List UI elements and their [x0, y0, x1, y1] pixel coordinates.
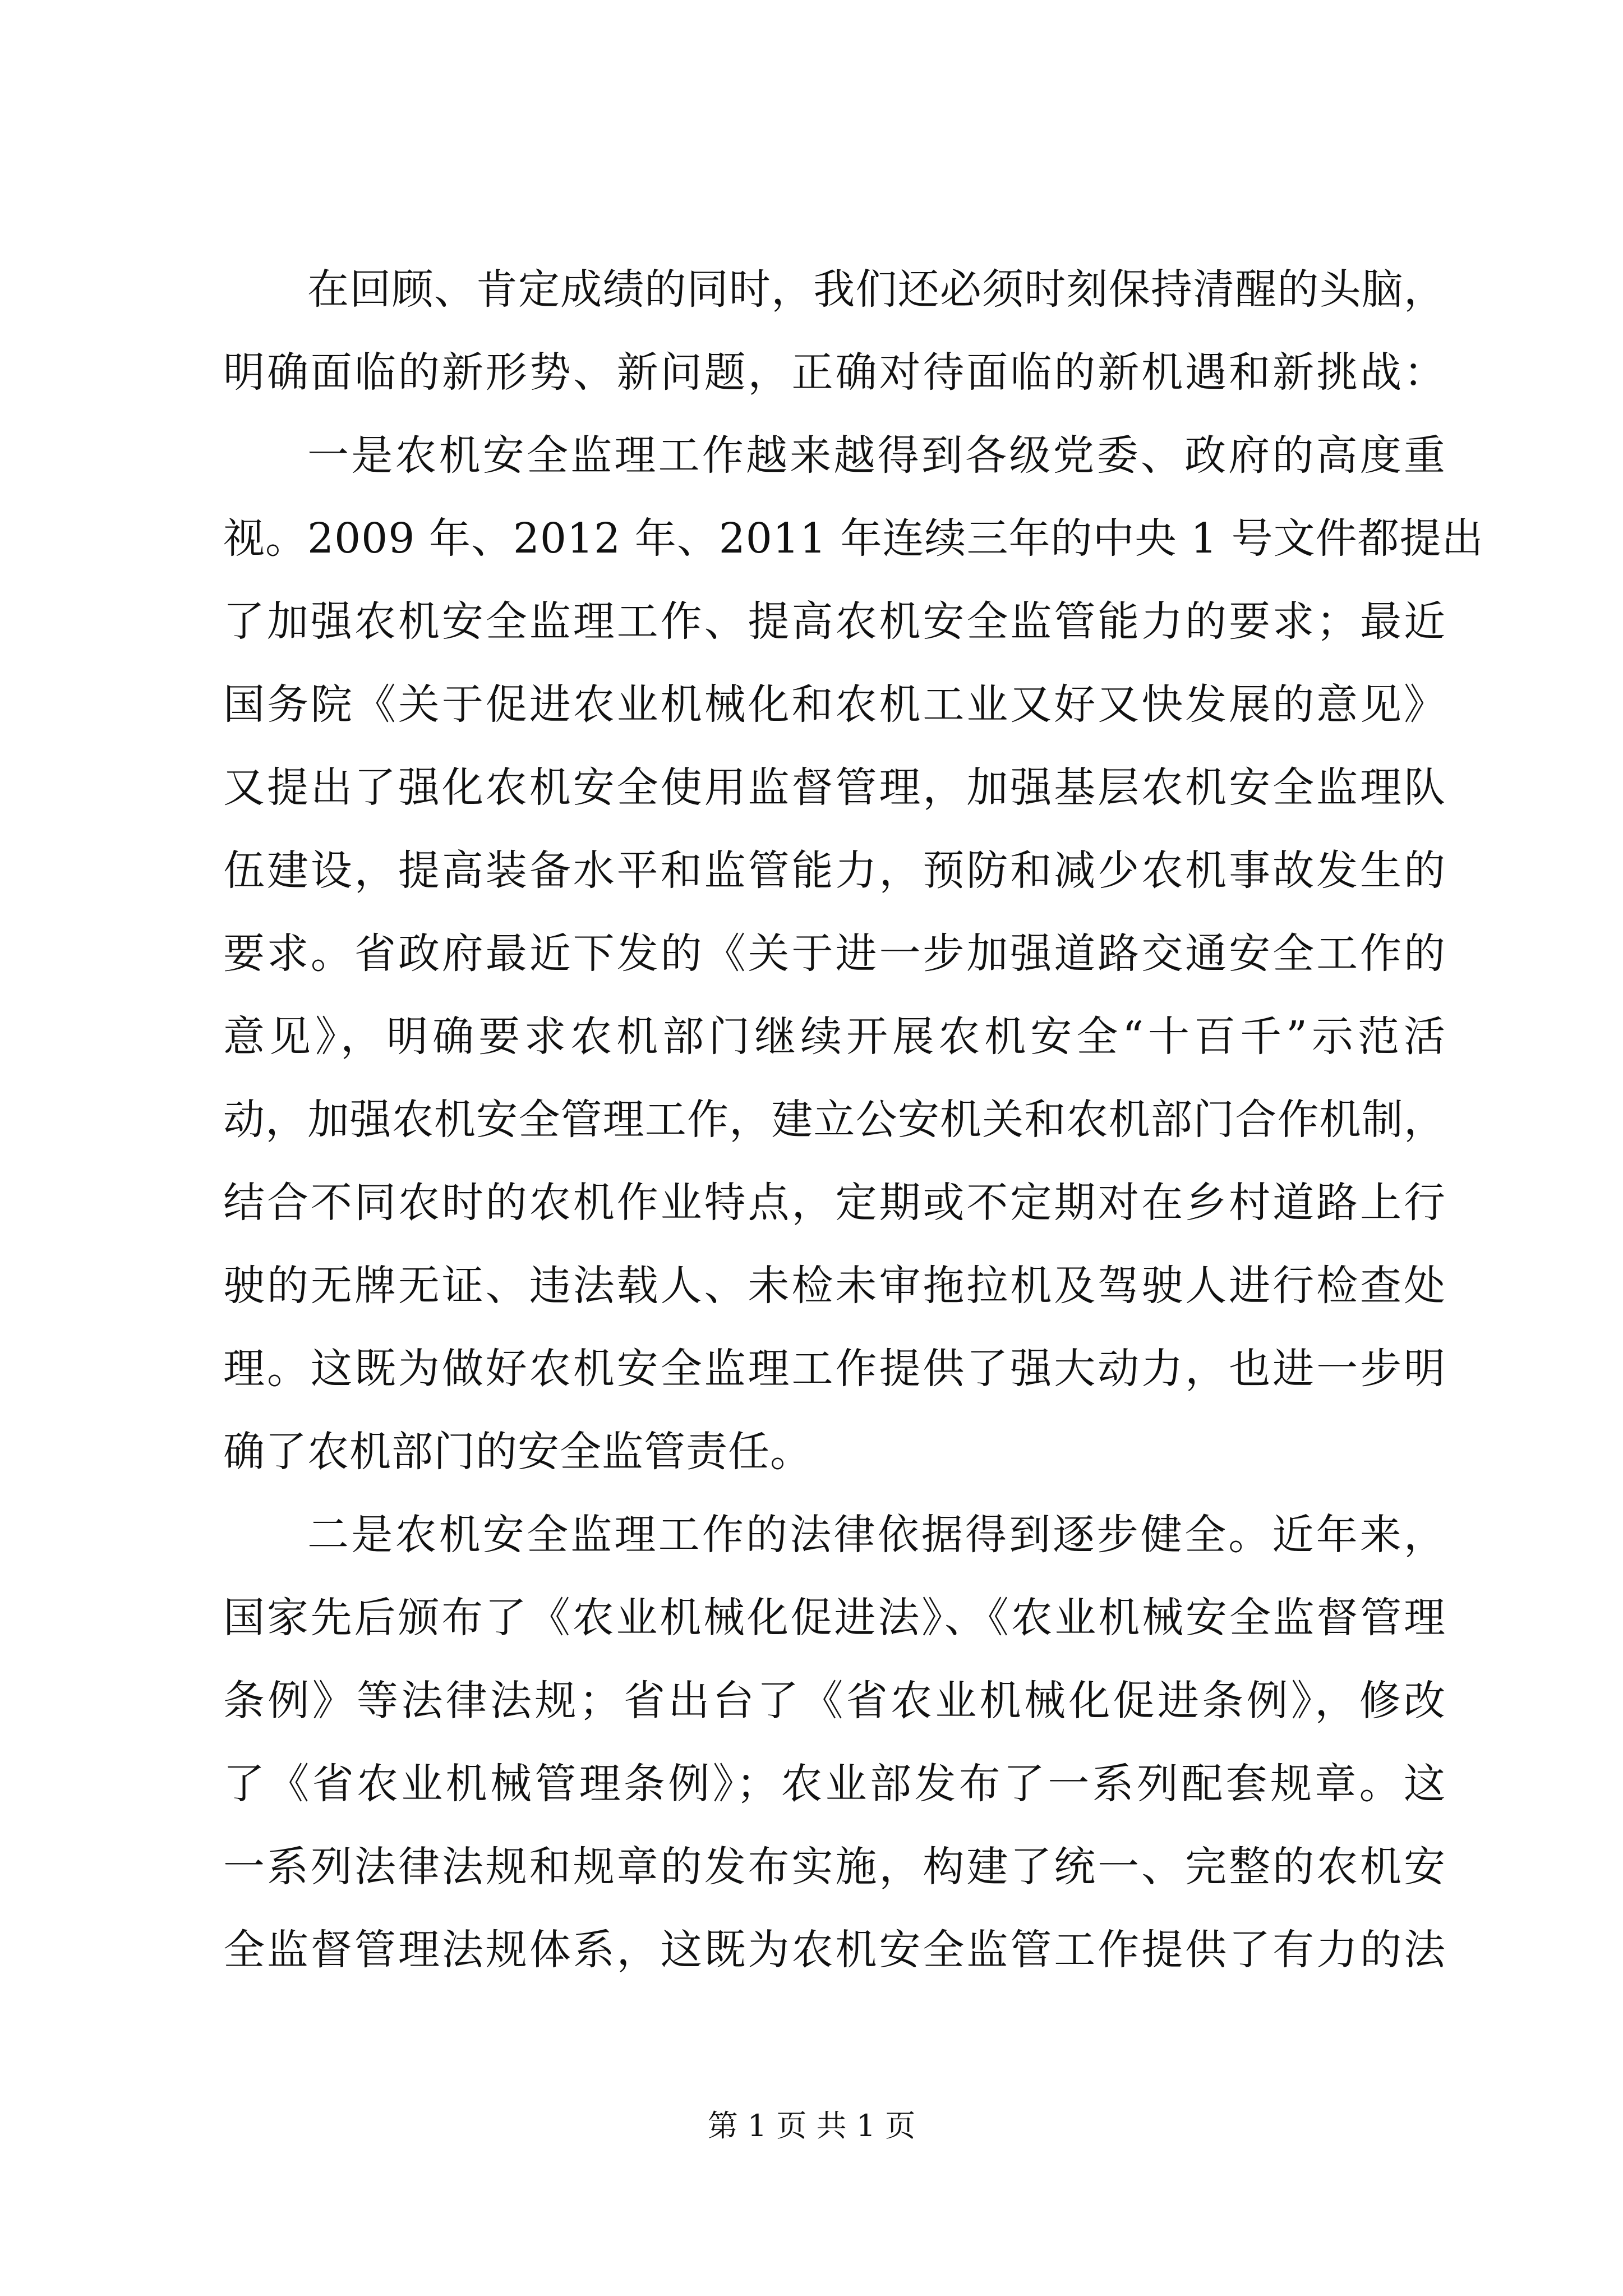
text-line: 国家先后颁布了《农业机械化促进法》、《农业机械安全监督管理: [223, 1594, 1446, 1642]
text-line: 又提出了强化农机安全使用监督管理，加强基层农机安全监理队: [223, 763, 1446, 812]
text-line: 驶的无牌无证、违法载人、未检未审拖拉机及驾驶人进行检查处: [223, 1262, 1446, 1310]
text-line: 一是农机安全监理工作越来越得到各级党委、政府的高度重: [307, 431, 1446, 480]
document-body: [223, 248, 1484, 1991]
text-line: 理。这既为做好农机安全监理工作提供了强大动力，也进一步明: [223, 1345, 1446, 1393]
text-line: 确了农机部门的安全监管责任。: [223, 1428, 812, 1476]
text-line: 伍建设，提高装备水平和监管能力，预防和减少农机事故发生的: [223, 846, 1446, 895]
text-line: 结合不同农时的农机作业特点，定期或不定期对在乡村道路上行: [223, 1179, 1446, 1227]
text-line: 了加强农机安全监理工作、提高农机安全监管能力的要求；最近: [223, 597, 1446, 646]
text-line: 视。2009 年、2012 年、2011 年连续三年的中央 1 号文件都提出: [223, 514, 1484, 563]
text-line: 二是农机安全监理工作的法律依据得到逐步健全。近年来，: [307, 1511, 1446, 1559]
text-line: 一系列法律法规和规章的发布实施，构建了统一、完整的农机安: [223, 1843, 1446, 1891]
page-footer: [0, 2106, 1623, 2146]
text-line: 明确面临的新形势、新问题，正确对待面临的新机遇和新挑战：: [223, 348, 1446, 397]
text-line: 在回顾、肯定成绩的同时，我们还必须时刻保持清醒的头脑，: [307, 265, 1446, 314]
text-line: 要求。省政府最近下发的《关于进一步加强道路交通安全工作的: [223, 930, 1446, 978]
text-line: 动，加强农机安全管理工作，建立公安机关和农机部门合作机制，: [223, 1096, 1446, 1144]
text-line: 条例》等法律法规；省出台了《省农业机械化促进条例》，修改: [223, 1677, 1446, 1725]
text-line: 全监督管理法规体系，这既为农机安全监管工作提供了有力的法: [223, 1926, 1446, 1974]
text-line: 了《省农业机械管理条例》；农业部发布了一系列配套规章。这: [223, 1760, 1446, 1808]
text-line: 国务院《关于促进农业机械化和农机工业又好又快发展的意见》: [223, 680, 1446, 729]
page-number-label: 第 1 页 共 1 页: [707, 2108, 916, 2143]
text-line: 意见》，明确要求农机部门继续开展农机安全“十百千”示范活: [223, 1013, 1446, 1061]
